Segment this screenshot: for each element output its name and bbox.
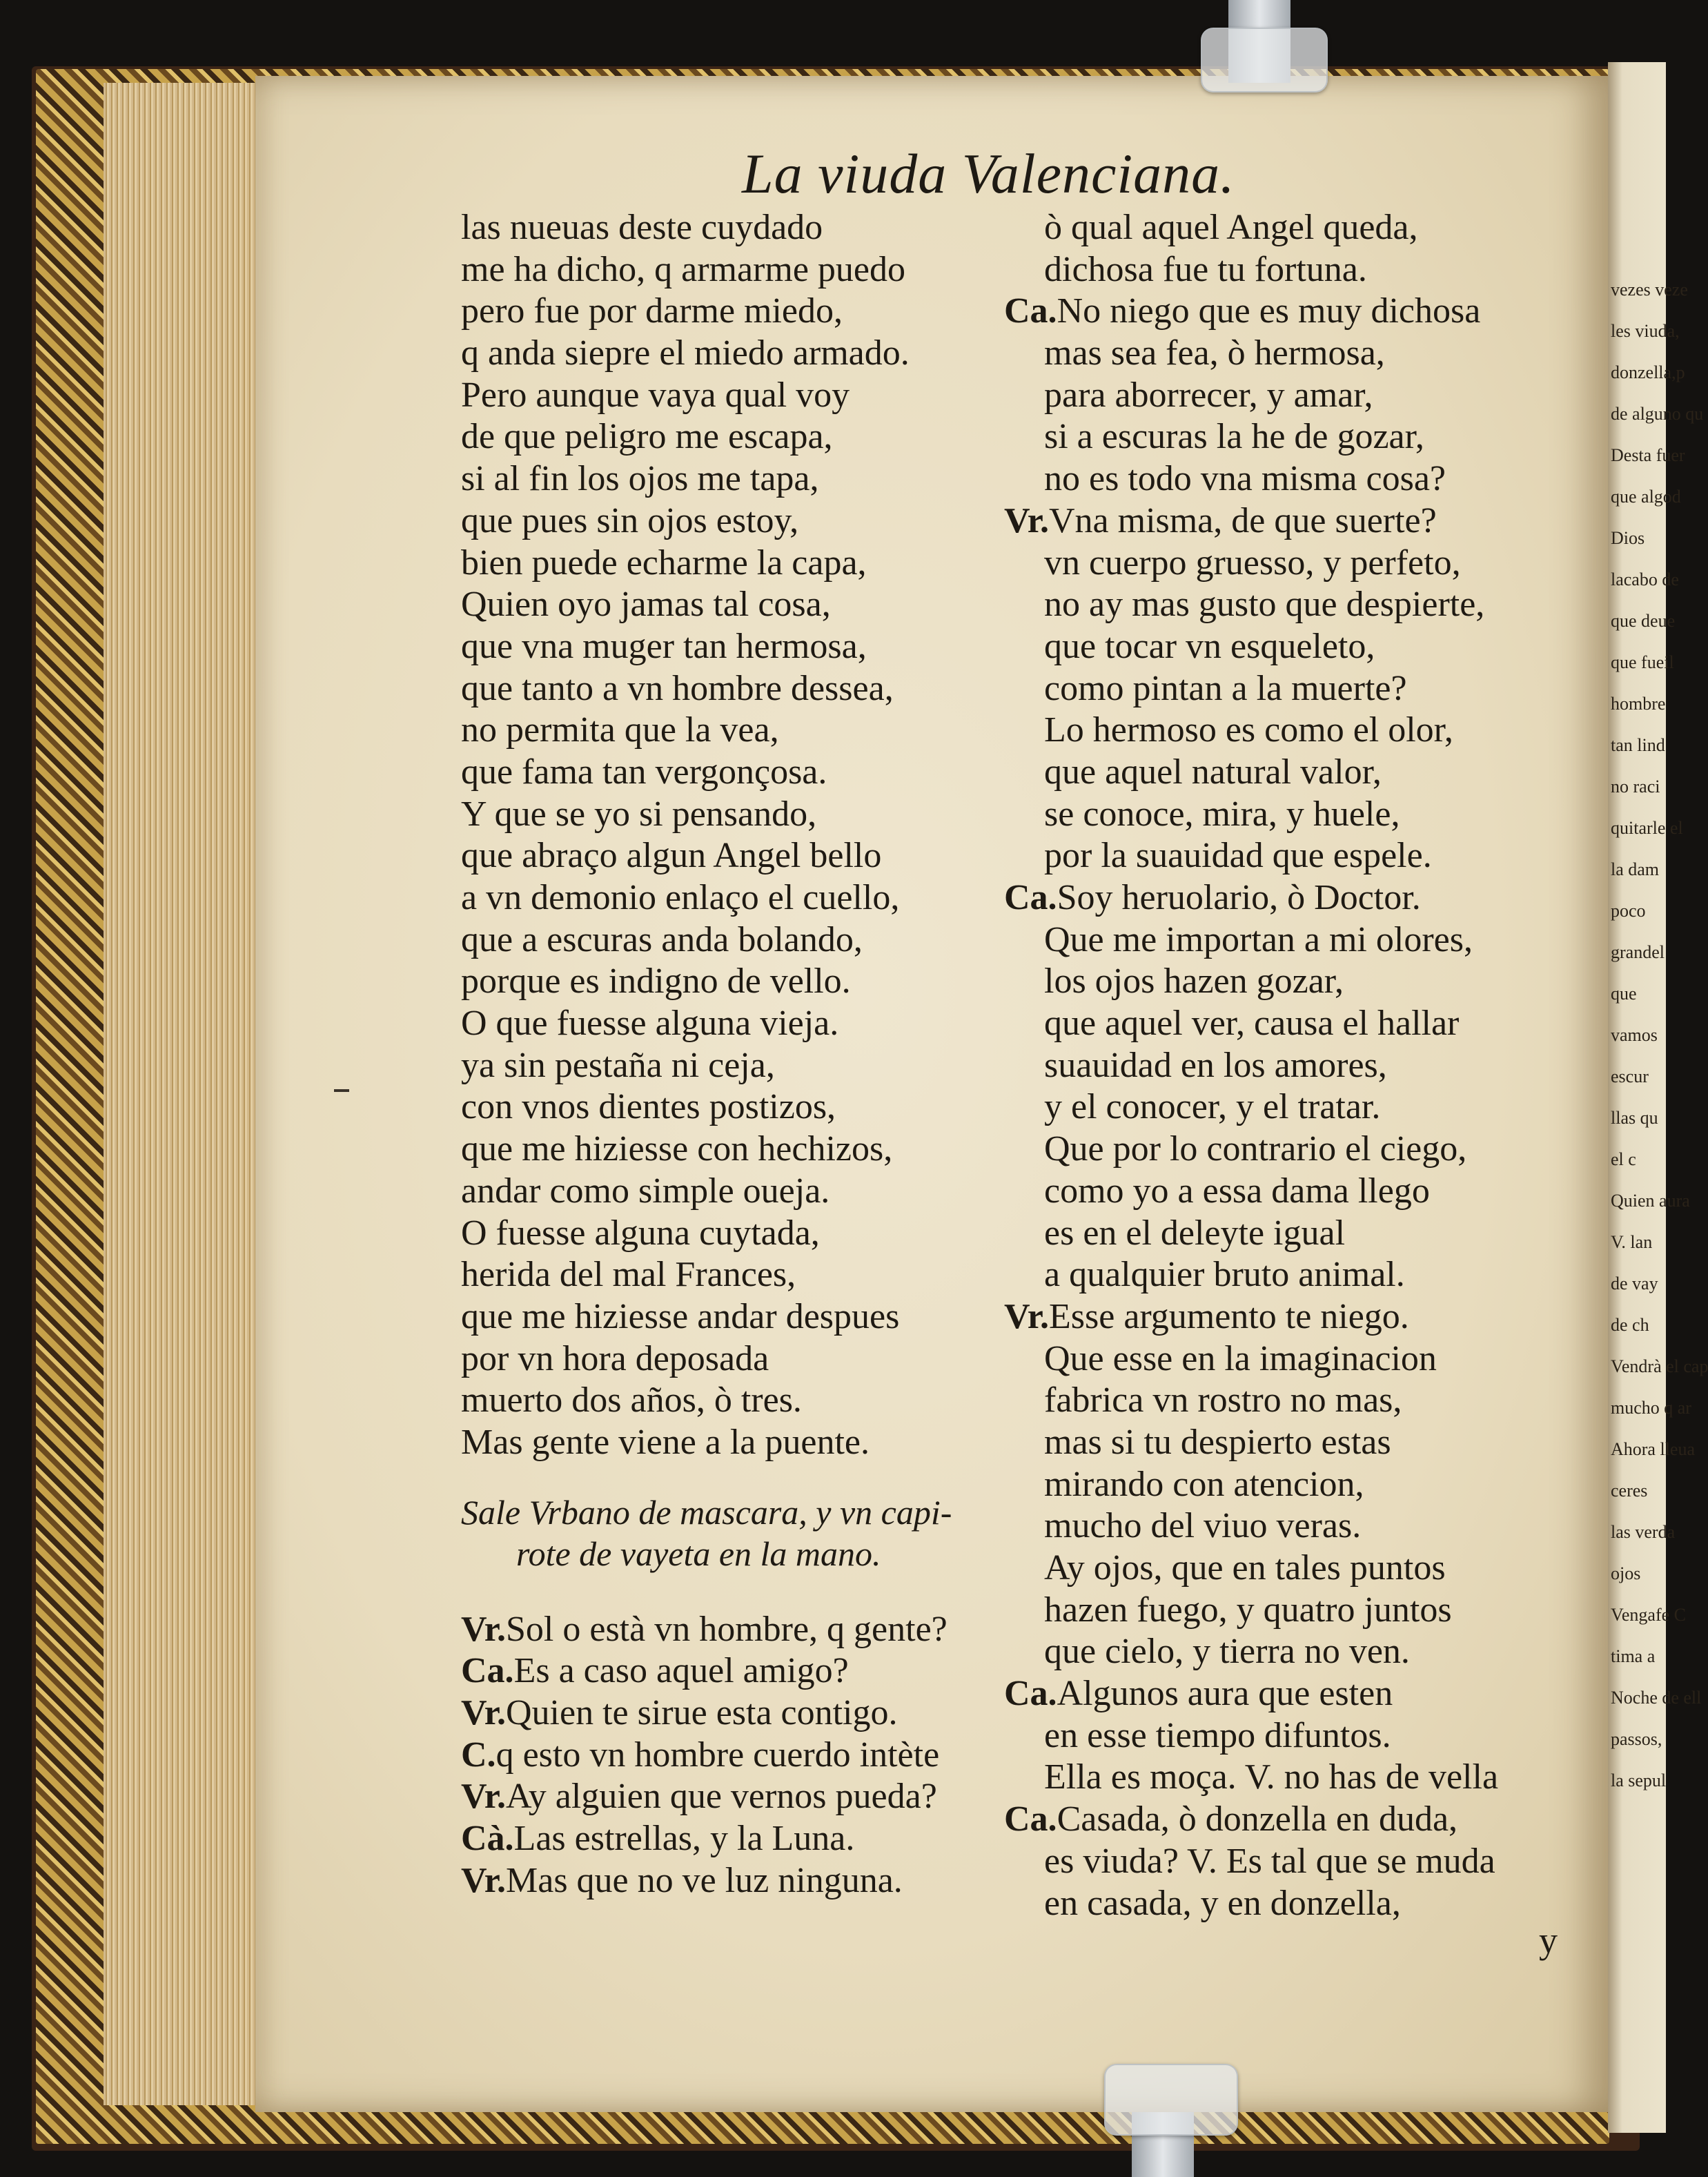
dialogue-line <box>1004 1505 1556 1548</box>
dialogue-line <box>461 1692 999 1735</box>
dialogue-text: como yo a essa dama llego <box>1044 1171 1430 1211</box>
dialogue-text: Ella es moça. V. no has de vella <box>1044 1757 1499 1797</box>
verse-line: que vna muger tan hermosa, <box>461 626 867 666</box>
page-edges <box>104 83 257 2105</box>
verse-line: Pero aunque vaya qual voy <box>461 375 850 415</box>
dialogue-text: no ay mas gusto que despierte, <box>1044 585 1485 625</box>
dialogue-line <box>1004 1380 1556 1422</box>
speaker-label: Vr. <box>461 1860 506 1900</box>
speaker-label: Ca. <box>1004 1674 1057 1714</box>
facing-line-fragment: de ch <box>1611 1315 1649 1335</box>
bottom-clip <box>1104 2064 1238 2136</box>
dialogue-line <box>1004 1422 1556 1464</box>
dialogue-line <box>1004 752 1556 794</box>
dialogue-line <box>1004 668 1556 710</box>
dialogue-line <box>1004 1841 1556 1883</box>
dialogue-text: fabrica vn rostro no mas, <box>1044 1380 1402 1421</box>
dialogue-line <box>1004 1757 1556 1799</box>
dialogue-text: Quien te sirue esta contigo. <box>506 1693 898 1732</box>
facing-line-fragment: tan lind <box>1611 735 1665 755</box>
dialogue-line <box>1004 1673 1556 1715</box>
verse-line: O fuesse alguna cuytada, <box>461 1213 820 1253</box>
dialogue-line <box>1004 710 1556 752</box>
dialogue-text: que aquel natural valor, <box>1044 752 1382 792</box>
catchword: y <box>1539 1920 1558 1961</box>
facing-line-fragment: de vay <box>1611 1273 1658 1293</box>
dialogue-line <box>1004 1590 1556 1632</box>
running-title: La viuda Valenciana. <box>742 142 1235 205</box>
facing-line-fragment: les viuda, <box>1611 321 1680 341</box>
dialogue-text: no es todo vna misma cosa? <box>1044 459 1446 499</box>
dialogue-line <box>1004 375 1556 417</box>
facing-line-fragment: Quien aura <box>1611 1191 1690 1211</box>
dialogue-text: Es a caso aquel amigo? <box>513 1651 849 1691</box>
right-column <box>1004 207 1556 1924</box>
dialogue-text: que aquel ver, causa el hallar <box>1044 1004 1460 1044</box>
dialogue-line <box>461 1735 999 1777</box>
dialogue-line <box>1004 543 1556 585</box>
facing-line-fragment: vezes veze <box>1611 280 1688 300</box>
dialogue-line <box>1004 207 1556 249</box>
verse-line: pero fue por darme miedo, <box>461 291 843 331</box>
speaker-label: Ca. <box>1004 878 1057 917</box>
dialogue-line <box>1004 1129 1556 1171</box>
facing-line-fragment: que algod <box>1611 487 1681 507</box>
speaker-label: Vr. <box>461 1693 506 1732</box>
dialogue-line <box>1004 416 1556 458</box>
dialogue-text: es en el deleyte igual <box>1044 1213 1346 1253</box>
facing-line-fragment: Ahora lleua <box>1611 1439 1696 1459</box>
dialogue-line <box>1004 919 1556 961</box>
dialogue-line <box>1004 961 1556 1003</box>
dialogue-line <box>1004 249 1556 291</box>
facing-line-fragment: que deue <box>1611 611 1676 631</box>
speaker-label: Ca. <box>461 1651 514 1691</box>
verse-line: que tanto a vn hombre dessea, <box>461 668 894 708</box>
facing-line-fragment: Desta fuer <box>1611 445 1685 465</box>
dialogue-text: como pintan a la muerte? <box>1044 668 1407 708</box>
dialogue-text: suauidad en los amores, <box>1044 1045 1387 1085</box>
stage-direction: rote de vayeta en la mano. <box>516 1534 881 1573</box>
facing-line-fragment: escur <box>1611 1066 1649 1086</box>
speaker-label: Vr. <box>1004 1296 1049 1336</box>
facing-line-fragment: lacabo de <box>1611 569 1679 589</box>
facing-line-fragment: de alguno qu <box>1611 404 1704 424</box>
spacer <box>461 1464 999 1492</box>
speaker-label: Vr. <box>1004 500 1049 540</box>
dialogue-text: es viuda? V. Es tal que se muda <box>1044 1841 1495 1881</box>
verse-line: que me hiziesse andar despues <box>461 1296 900 1336</box>
verse-line: que me hiziesse con hechizos, <box>461 1129 893 1169</box>
dialogue-text: Mas que no ve luz ninguna. <box>506 1860 903 1900</box>
verse-line: no permita que la vea, <box>461 710 779 750</box>
dialogue-text: Algunos aura que esten <box>1057 1674 1393 1714</box>
verse-line: porque es indigno de vello. <box>461 961 851 1002</box>
facing-line-fragment: Vendrà el cap <box>1611 1356 1708 1376</box>
verse-line: de que peligro me escapa, <box>461 417 833 457</box>
dialogue-text: por la suauidad que espele. <box>1044 836 1432 876</box>
verse-line: a vn demonio enlaço el cuello, <box>461 878 900 917</box>
dialogue-text: en casada, y en donzella, <box>1044 1883 1401 1923</box>
verse-line: por vn hora deposada <box>461 1338 769 1378</box>
speaker-label: Ca. <box>1004 291 1057 331</box>
dialogue-text: q esto vn hombre cuerdo intète <box>495 1735 940 1775</box>
verse-line: si al fin los ojos me tapa, <box>461 459 819 499</box>
facing-line-fragment: V. lan <box>1611 1232 1653 1252</box>
dialogue-text: Las estrellas, y la Luna. <box>513 1819 855 1859</box>
dialogue-line <box>1004 835 1556 877</box>
verse-line: me ha dicho, q armarme puedo <box>461 249 905 289</box>
dialogue-text: vn cuerpo gruesso, y perfeto, <box>1044 543 1461 583</box>
speaker-label: C. <box>461 1735 496 1775</box>
dialogue-text: Que por lo contrario el ciego, <box>1044 1129 1467 1169</box>
dialogue-text: si a escuras la he de gozar, <box>1044 417 1424 457</box>
dialogue-line <box>1004 1799 1556 1841</box>
facing-line-fragment: no raci <box>1611 777 1660 797</box>
dialogue-text: Esse argumento te niego. <box>1049 1296 1409 1336</box>
facing-page-text <box>1611 62 1708 1802</box>
facing-line-fragment: las verda <box>1611 1522 1676 1542</box>
dialogue-line <box>1004 1003 1556 1045</box>
facing-line-fragment: donzella,p <box>1611 362 1685 382</box>
facing-line-fragment: ojos <box>1611 1563 1641 1583</box>
top-clip <box>1201 28 1328 92</box>
dialogue-text: Que me importan a mi olores, <box>1044 919 1473 959</box>
dialogue-text: Casada, ò donzella en duda, <box>1057 1799 1458 1839</box>
dialogue-line <box>1004 333 1556 375</box>
speaker-label: Vr. <box>461 1777 506 1817</box>
dialogue-text: Sol o està vn hombre, q gente? <box>506 1609 948 1649</box>
stage-direction: Sale Vrbano de mascara, y vn capi- <box>461 1492 952 1532</box>
dialogue-line <box>1004 1045 1556 1087</box>
verse-line: muerto dos años, ò tres. <box>461 1380 802 1421</box>
facing-line-fragment: Noche de ell <box>1611 1688 1702 1708</box>
speaker-label: Vr. <box>461 1609 506 1649</box>
dialogue-text: mirando con atencion, <box>1044 1464 1364 1504</box>
facing-line-fragment: grandel <box>1611 942 1665 962</box>
dialogue-text: Que esse en la imaginacion <box>1044 1338 1437 1378</box>
verse-line: bien puede echarme la capa, <box>461 543 867 583</box>
dialogue-text: que tocar vn esqueleto, <box>1044 626 1375 666</box>
dialogue-text: los ojos hazen gozar, <box>1044 961 1344 1002</box>
dialogue-line <box>1004 626 1556 668</box>
facing-line-fragment: passos, <box>1611 1729 1662 1749</box>
dialogue-line <box>461 1818 999 1860</box>
verse-line: O que fuesse alguna vieja. <box>461 1004 839 1044</box>
dialogue-text: a qualquier bruto animal. <box>1044 1255 1405 1295</box>
speaker-label: Ca. <box>1004 1799 1057 1839</box>
verse-line: andar como simple oueja. <box>461 1171 830 1211</box>
facing-line-fragment: el c <box>1611 1149 1636 1169</box>
dialogue-text: se conoce, mira, y huele, <box>1044 794 1400 834</box>
verse-line: ya sin pestaña ni ceja, <box>461 1045 775 1085</box>
verse-line: con vnos dientes postizos, <box>461 1087 836 1127</box>
facing-line-fragment: llas qu <box>1611 1108 1658 1128</box>
dialogue-line <box>1004 1548 1556 1590</box>
verse-line: que abraço algun Angel bello <box>461 836 882 876</box>
dialogue-line <box>1004 1296 1556 1338</box>
dialogue-text: Soy heruolario, ò Doctor. <box>1057 878 1421 917</box>
facing-line-fragment: tima a <box>1611 1646 1656 1666</box>
dialogue-text: que cielo, y tierra no ven. <box>1044 1632 1410 1672</box>
verse-line: que pues sin ojos estoy, <box>461 500 799 540</box>
dialogue-text: mas sea fea, ò hermosa, <box>1044 333 1385 373</box>
facing-line-fragment: vamos <box>1611 1025 1658 1045</box>
dialogue-text: dichosa fue tu fortuna. <box>1044 249 1367 289</box>
dialogue-text: en esse tiempo difuntos. <box>1044 1715 1391 1755</box>
verse-line: q anda siepre el miedo armado. <box>461 333 910 373</box>
speaker-label: Cà. <box>461 1819 514 1859</box>
facing-line-fragment: que fueil <box>1611 652 1674 672</box>
dialogue-line <box>1004 500 1556 543</box>
facing-line-fragment: mucho q ar <box>1611 1398 1691 1418</box>
facing-line-fragment: Dios <box>1611 528 1645 548</box>
dialogue-line <box>1004 584 1556 626</box>
dialogue-line <box>1004 1464 1556 1506</box>
facing-line-fragment: la dam <box>1611 859 1660 879</box>
dialogue-line <box>461 1609 999 1651</box>
dialogue-line <box>1004 1338 1556 1380</box>
dialogue-line <box>1004 1086 1556 1129</box>
facing-line-fragment: hombre <box>1611 694 1666 714</box>
dialogue-line <box>1004 1715 1556 1757</box>
dialogue-text: Lo hermoso es como el olor, <box>1044 710 1453 750</box>
verse-line: que a escuras anda bolando, <box>461 919 863 959</box>
dialogue-line <box>1004 1213 1556 1255</box>
facing-line-fragment: que <box>1611 984 1637 1004</box>
verse-line: Quien oyo jamas tal cosa, <box>461 585 831 625</box>
dialogue-text: y el conocer, y el tratar. <box>1044 1087 1381 1127</box>
dialogue-text: Vna misma, de que suerte? <box>1049 500 1437 540</box>
dialogue-line <box>1004 458 1556 500</box>
facing-line-fragment: quitarle el <box>1611 818 1683 838</box>
dialogue-text: mas si tu despierto estas <box>1044 1422 1391 1462</box>
dialogue-line <box>461 1776 999 1818</box>
verse-line: Mas gente viene a la puente. <box>461 1422 870 1462</box>
verse-line: las nueuas deste cuydado <box>461 208 823 247</box>
facing-line-fragment: la sepul <box>1611 1770 1667 1790</box>
facing-line-fragment: Vengafe C <box>1611 1605 1687 1625</box>
facing-page <box>1608 62 1708 2133</box>
margin-mark <box>334 1089 349 1092</box>
verse-line: que fama tan vergonçosa. <box>461 752 827 792</box>
dialogue-text: para aborrecer, y amar, <box>1044 375 1373 415</box>
dialogue-line <box>461 1860 999 1902</box>
dialogue-text: ò qual aquel Angel queda, <box>1044 208 1418 247</box>
dialogue-text: No niego que es muy dichosa <box>1057 291 1481 331</box>
dialogue-text: mucho del viuo veras. <box>1044 1506 1362 1546</box>
facing-line-fragment: poco <box>1611 901 1646 921</box>
spacer <box>461 1574 999 1609</box>
dialogue-line <box>1004 1171 1556 1213</box>
verse-line: Y que se yo si pensando, <box>461 794 817 834</box>
left-column <box>461 207 999 1902</box>
dialogue-text: hazen fuego, y quatro juntos <box>1044 1590 1452 1630</box>
dialogue-line <box>1004 1631 1556 1673</box>
dialogue-line <box>1004 794 1556 836</box>
dialogue-line <box>1004 877 1556 919</box>
dialogue-line <box>461 1650 999 1692</box>
dialogue-text: Ay ojos, que en tales puntos <box>1044 1548 1446 1588</box>
dialogue-text: Ay alguien que vernos pueda? <box>506 1777 937 1817</box>
facing-line-fragment: ceres <box>1611 1481 1648 1501</box>
dialogue-line <box>1004 1883 1556 1925</box>
verse-line: herida del mal Frances, <box>461 1255 796 1295</box>
dialogue-line <box>1004 291 1556 333</box>
dialogue-line <box>1004 1254 1556 1296</box>
